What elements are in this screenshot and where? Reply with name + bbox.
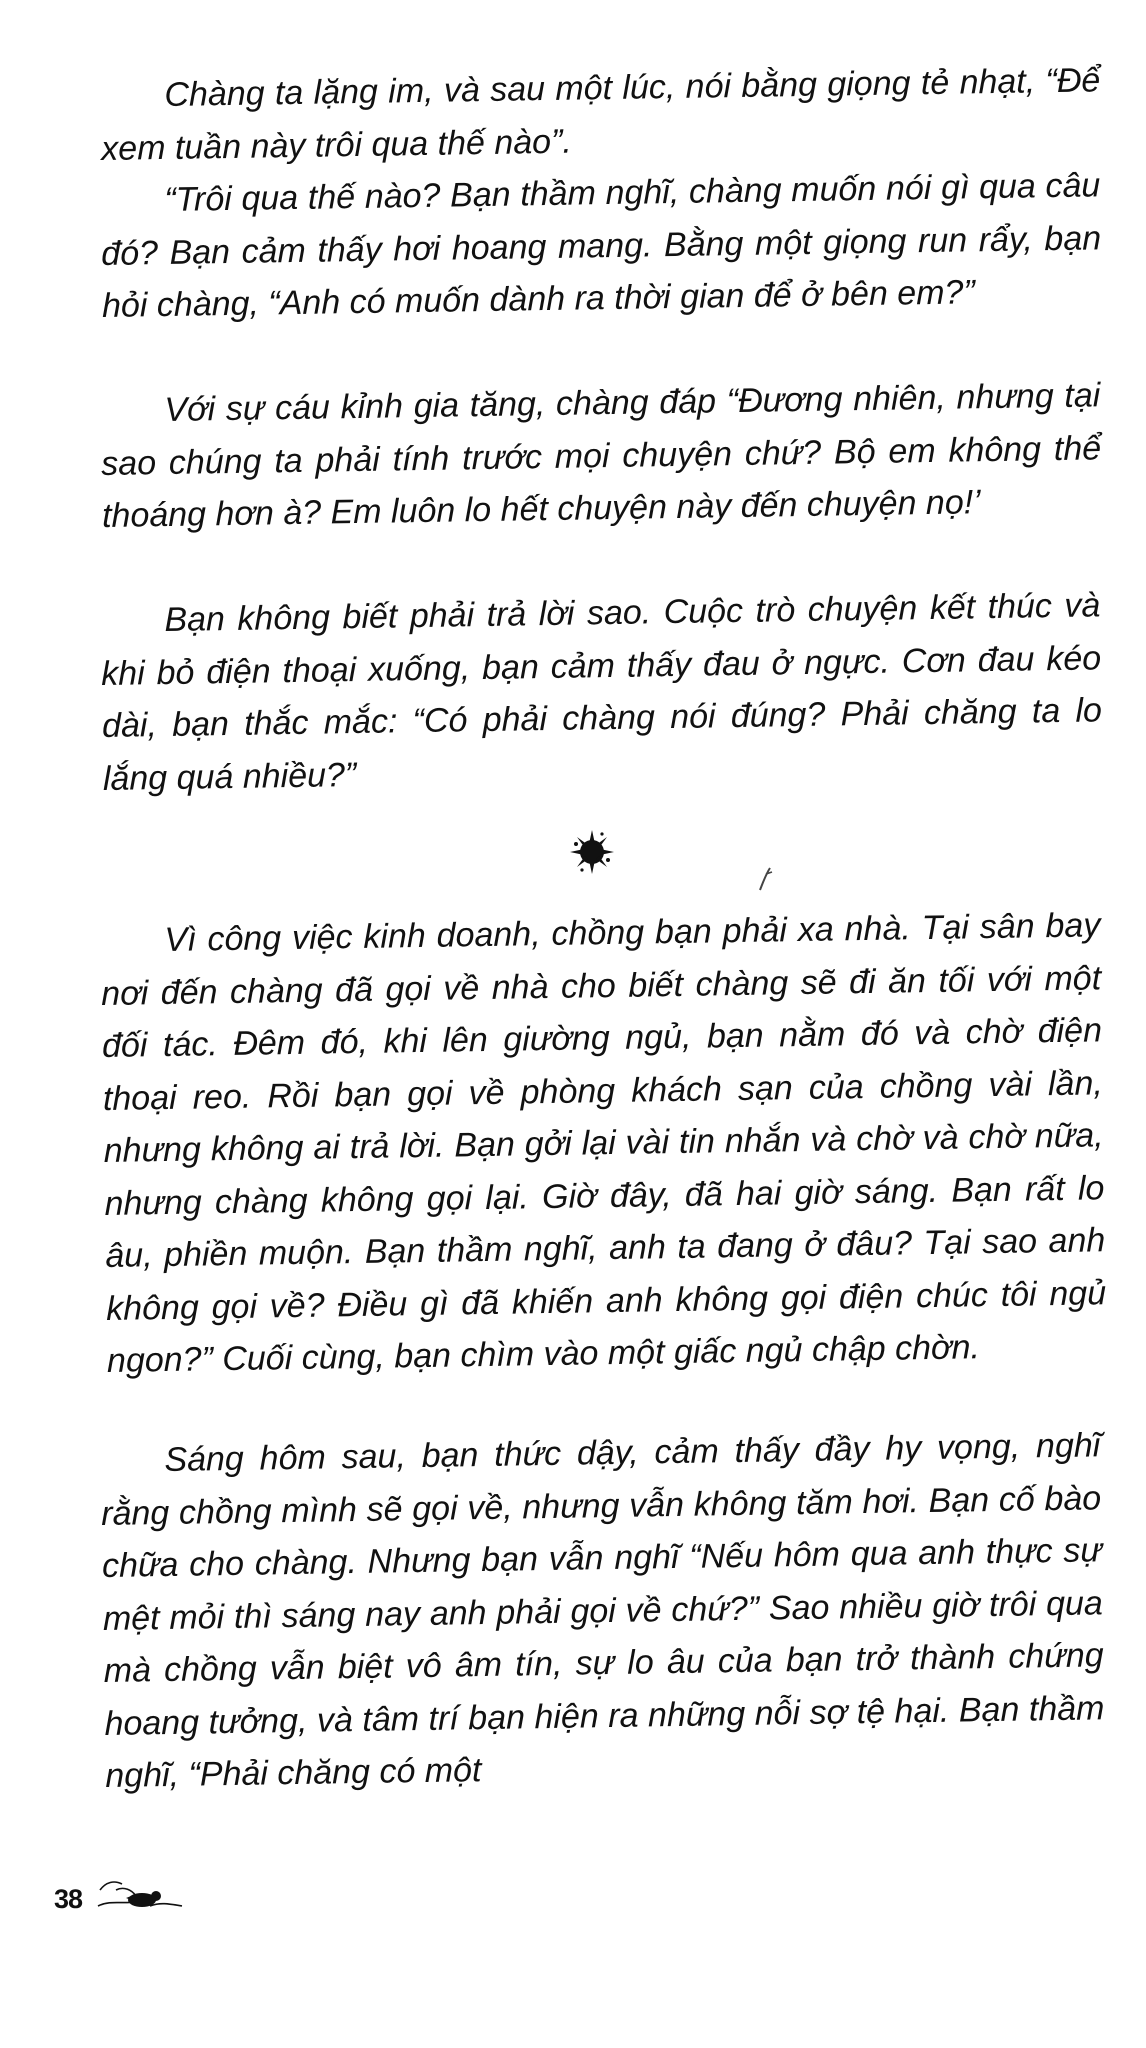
stray-pen-mark	[754, 866, 776, 894]
paragraph: “Trôi qua thế nào? Bạn thầm nghĩ, chàng muốn nói gì qua câu đó? Bạn cảm thấy hơi hoang mang. Bằng một giọng run rẩy, bạn hỏi chàng, “Anh có muốn dành ra thời gian để ở bên em?”	[100, 166, 1102, 325]
paragraph: Vì công việc kinh doanh, chồng bạn phải xa nhà. Tại sân bay nơi đến chàng đã gọi về nhà cho biết chàng sẽ đi ăn tối với một đối tác. Đêm đó, khi lên giường ngủ, bạn nằm đó và chờ điện thoại reo. Rồi bạn gọi về phòng khách sạn của chồng vài lần, nhưng không ai trả lời. Bạn gởi lại vài tin nhắn và chờ và chờ nữa, nhưng chàng không gọi lại. Giờ đây, đã hai giờ sáng. Bạn rất lo âu, phiền muộn. Bạn thầm nghĩ, anh ta đang ở đâu? Tại sao anh không gọi về? Điều gì đã khiến anh không gọi điện chúc tôi ngủ ngon?” Cuối cùng, bạn chìm vào một giấc ngủ chập chờn.	[100, 906, 1107, 1380]
paragraph: Sáng hôm sau, bạn thức dậy, cảm thấy đầy hy vọng, nghĩ rằng chồng mình sẽ gọi về, nhưng vẫn không tăm hơi. Bạn cố bào chữa cho chàng. Nhưng bạn vẫn nghĩ “Nếu hôm qua anh thực sự mệt mỏi thì sáng nay anh phải gọi về chứ?” Sao nhiều giờ trôi qua mà chồng vẫn biệt vô âm tín, sự lo âu của bạn trở thành chứng hoang tưởng, và tâm trí bạn hiện ra những nỗi sợ tệ hại. Bạn thầm nghĩ, “Phải chăng có một	[100, 1426, 1105, 1795]
paragraph: Chàng ta lặng im, và sau một lúc, nói bằng giọng tẻ nhạt, “Để xem tuần này trôi qua thế nào”.	[100, 61, 1101, 168]
sleeping-figure-icon	[96, 1876, 186, 1916]
paragraph: Bạn không biết phải trả lời sao. Cuộc trò chuyện kết thúc và khi bỏ điện thoại xuống, bạn cảm thấy đau ở ngực. Cơn đau kéo dài, bạn thắc mắc: “Có phải chàng nói đúng? Phải chăng ta lo lắng quá nhiều?”	[100, 586, 1103, 798]
paragraph: Với sự cáu kỉnh gia tăng, chàng đáp “Đương nhiên, nhưng tại sao chúng ta phải tính trước mọi chuyện chứ? Bộ em không thể thoáng hơn à? Em luôn lo hết chuyện này đến chuyện nọ!’	[100, 376, 1102, 535]
splat-ornament-icon	[568, 828, 616, 876]
page-number: 38	[54, 1884, 83, 1914]
